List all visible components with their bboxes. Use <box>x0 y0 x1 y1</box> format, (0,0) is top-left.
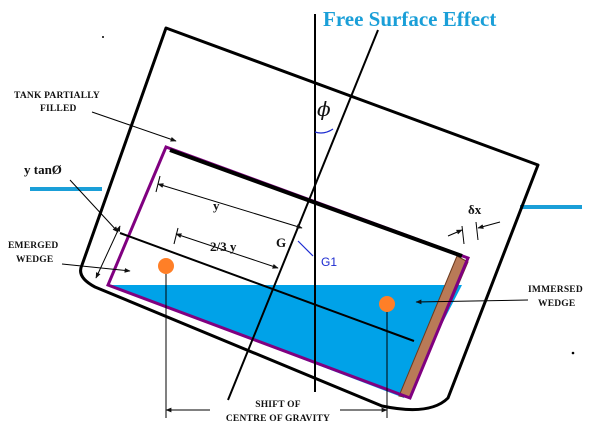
delta-x-tick-right <box>476 222 478 240</box>
label-tank-line2: FILLED <box>40 104 77 114</box>
immersed-wedge-cg <box>379 296 395 312</box>
label-emerged-line2: WEDGE <box>16 255 54 265</box>
label-tank-line1: TANK PARTIALLY <box>14 91 100 101</box>
label-y: y <box>213 198 220 213</box>
diagram-title: Free Surface Effect <box>323 7 497 31</box>
stray-dot-2 <box>572 352 575 355</box>
label-delta-x: δx <box>468 202 482 217</box>
dimension-two-thirds-y-tick <box>174 228 178 244</box>
emerged-leader <box>62 264 130 271</box>
g-shift-line <box>298 241 313 256</box>
y-tan-dimension <box>96 226 120 278</box>
label-immersed-line1: IMMERSED <box>528 285 583 295</box>
label-two-thirds-y: 2/3 y <box>210 239 237 254</box>
label-g: G <box>276 235 287 250</box>
emerged-wedge-cg <box>158 258 174 274</box>
dimension-delta-x-right <box>478 222 500 228</box>
label-shift-line1: SHIFT OF <box>255 400 301 410</box>
dimension-delta-x-left <box>448 230 462 236</box>
label-shift-line2: CENTRE OF GRAVITY <box>225 414 331 424</box>
stray-dot-1 <box>102 36 104 38</box>
heel-angle-arc <box>315 129 333 133</box>
label-emerged-line1: EMERGED <box>8 241 59 251</box>
heel-angle-label: ϕ <box>317 97 331 121</box>
label-y-tan: y tanØ <box>24 162 62 177</box>
label-immersed-line2: WEDGE <box>538 299 576 309</box>
label-g1: G1 <box>321 255 338 269</box>
delta-x-tick-left <box>462 226 464 244</box>
